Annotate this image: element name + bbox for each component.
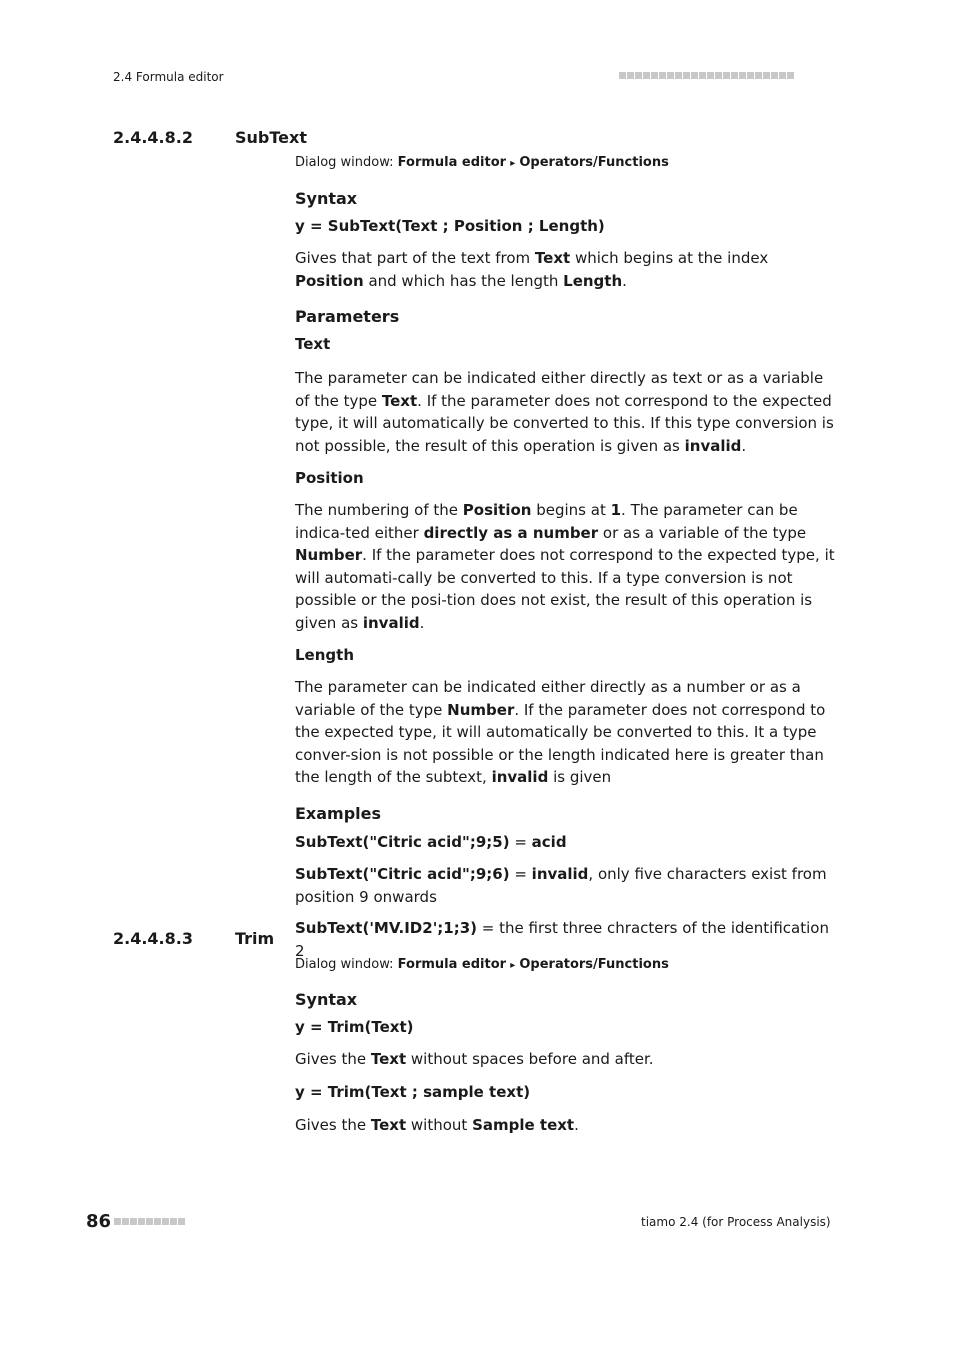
syntax-line: y = Trim(Text) [295,1018,414,1036]
subtext-body [295,188,835,962]
dot-square [675,72,682,79]
dialog-path-item: Operators/Functions [519,155,669,170]
parameters-heading: Parameters [295,307,400,326]
trim-body [295,989,835,1136]
dot-square [178,1218,185,1225]
dot-square [779,72,786,79]
syntax-line: y = SubText(Text ; Position ; Length) [295,217,605,235]
dialog-prefix: Dialog window: [295,957,394,972]
dot-square [122,1218,129,1225]
description: Gives the Text without spaces before and after. [295,1050,654,1068]
dot-square [707,72,714,79]
example-line: SubText("Citric acid";9;5) = acid [295,832,567,851]
arrow-icon: ▸ [510,158,516,169]
param-description: The parameter can be indicated either directly as a number or as a variable of the type Number. If the parameter does not correspond to the expected type, it will automatically be converted to this. It a type conver-sion is not possible or the length indicated here is greater than the length of the subtext, invalid is given [295,678,826,786]
dot-square [755,72,762,79]
section-title: Trim [235,929,275,948]
dot-square [651,72,658,79]
dot-square [619,72,626,79]
section-title: SubText [235,128,307,147]
description: Gives the Text without Sample text. [295,1115,579,1134]
dot-square [138,1218,145,1225]
dot-square [667,72,674,79]
param-name: Length [295,646,354,664]
dot-square [691,72,698,79]
dot-square [635,72,642,79]
dot-square [154,1218,161,1225]
param-description: The parameter can be indicated either directly as text or as a variable of the type Text. If the parameter does not correspond to the expected type, it will automatically be converted to this. If this type conversion is not possible, the result of this operation is given as invalid. [295,369,834,455]
param-description: The numbering of the Position begins at 1. The parameter can be indica-ted either directly as a number or as a variable of the type Number. If the parameter does not correspond to the expected type, it will automati-cally be converted to this. If a type conversion is not possible or the posi-tion does not exist, the result of this operation is given as invalid. [295,501,835,632]
dialog-path [295,957,669,972]
page-number: 86 [86,1211,112,1232]
section-number: 2.4.4.8.2 [113,128,193,147]
dot-square [747,72,754,79]
dot-square [731,72,738,79]
dot-square [146,1218,153,1225]
dot-square [723,72,730,79]
syntax-heading: Syntax [295,990,358,1009]
dot-square [627,72,634,79]
param-name: Position [295,469,364,487]
dot-square [170,1218,177,1225]
dot-square [643,72,650,79]
dialog-path-item: Operators/Functions [519,957,669,972]
dot-square [162,1218,169,1225]
dialog-prefix: Dialog window: [295,155,394,170]
product-name: tiamo 2.4 (for Process Analysis) [641,1215,831,1229]
syntax-heading: Syntax [295,189,358,208]
examples-heading: Examples [295,803,382,823]
dot-square [787,72,794,79]
dot-square [739,72,746,79]
dot-square [130,1218,137,1225]
section-number: 2.4.4.8.3 [113,929,193,948]
dot-square [699,72,706,79]
dot-square [114,1218,121,1225]
footer-dot-strip [114,1218,186,1237]
description: Gives that part of the text from Text which begins at the index Position and which has the length Length. [295,249,769,290]
dialog-path [295,155,669,170]
dot-square [763,72,770,79]
arrow-icon: ▸ [510,960,516,971]
dialog-path-item: Formula editor [397,155,507,170]
dot-square [715,72,722,79]
example-line: SubText("Citric acid";9;6) = invalid, only five characters exist from position 9 onwards [295,865,827,906]
dot-square [683,72,690,79]
param-name: Text [295,335,331,353]
running-header: 2.4 Formula editor [113,70,224,84]
dot-square [659,72,666,79]
dot-square [771,72,778,79]
header-dot-strip [619,72,795,91]
dialog-path-item: Formula editor [397,957,507,972]
syntax-line: y = Trim(Text ; sample text) [295,1082,531,1101]
example-line: SubText('MV.ID2';1;3) = the first three chracters of the identification 2 [295,919,829,960]
